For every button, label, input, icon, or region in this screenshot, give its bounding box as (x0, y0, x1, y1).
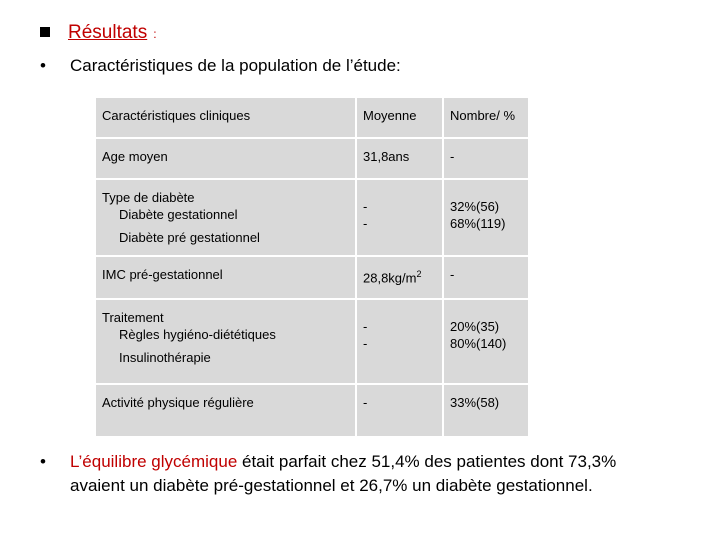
table-row (96, 257, 528, 298)
row-mean: 31,8ans (357, 139, 442, 178)
conclusion-paragraph (40, 450, 660, 498)
table-row (96, 300, 528, 383)
conclusion-text: était parfait chez 51,4% des patientes dont 73,3% avaient un diabète pré-gestationnel et 26,7% un diabète gestationnel. (70, 452, 617, 495)
row-count-group (444, 300, 528, 383)
table-row (96, 139, 528, 178)
row-label-group (96, 300, 355, 383)
bullet-dot-icon: • (40, 452, 46, 471)
row-mean-group (357, 180, 442, 255)
row-count-group (444, 180, 528, 255)
row-mean (357, 257, 442, 298)
subtitle-line (40, 56, 401, 76)
row-count: 20%(35) (450, 319, 500, 334)
row-mean: - (357, 385, 442, 436)
header-cell: Moyenne (357, 98, 442, 137)
characteristics-table (94, 96, 530, 438)
row-sublabel: Règles hygiéno-diététiques (119, 327, 276, 342)
row-count: - (444, 257, 528, 298)
row-mean-group (357, 300, 442, 383)
table-row (96, 385, 528, 436)
row-sublabel: Diabète gestationnel (119, 207, 238, 222)
row-label: Type de diabète (102, 190, 195, 205)
row-mean: - (363, 319, 368, 334)
row-count: 32%(56) (450, 199, 500, 214)
row-mean: - (363, 216, 368, 231)
row-label-group (96, 180, 355, 255)
conclusion-highlight: L’équilibre glycémique (70, 452, 238, 471)
bullet-dot-icon: • (40, 56, 46, 75)
section-heading (40, 22, 157, 44)
header-cell: Caractéristiques cliniques (96, 98, 355, 137)
row-mean: - (363, 199, 368, 214)
row-count: 80%(140) (450, 336, 507, 351)
conclusion-text-block (70, 450, 660, 498)
table-header-row (96, 98, 528, 137)
row-mean-exponent: 2 (416, 269, 422, 279)
subtitle-text: Caractéristiques de la population de l’étude: (70, 56, 401, 75)
row-count: 68%(119) (450, 216, 506, 231)
row-mean: - (363, 336, 368, 351)
row-label: Traitement (102, 310, 164, 325)
row-label: Age moyen (96, 139, 355, 178)
row-count: 33%(58) (444, 385, 528, 436)
row-label: Activité physique régulière (96, 385, 355, 436)
row-sublabel: Diabète pré gestationnel (119, 230, 260, 245)
row-mean-value: 28,8kg/m (363, 270, 417, 286)
square-bullet-icon (40, 27, 50, 37)
heading-title: Résultats (68, 22, 148, 43)
heading-colon: : (153, 27, 157, 41)
table-row (96, 180, 528, 255)
row-label: IMC pré-gestationnel (96, 257, 355, 298)
row-count: - (444, 139, 528, 178)
row-sublabel: Insulinothérapie (119, 350, 211, 365)
header-cell: Nombre/ % (444, 98, 528, 137)
